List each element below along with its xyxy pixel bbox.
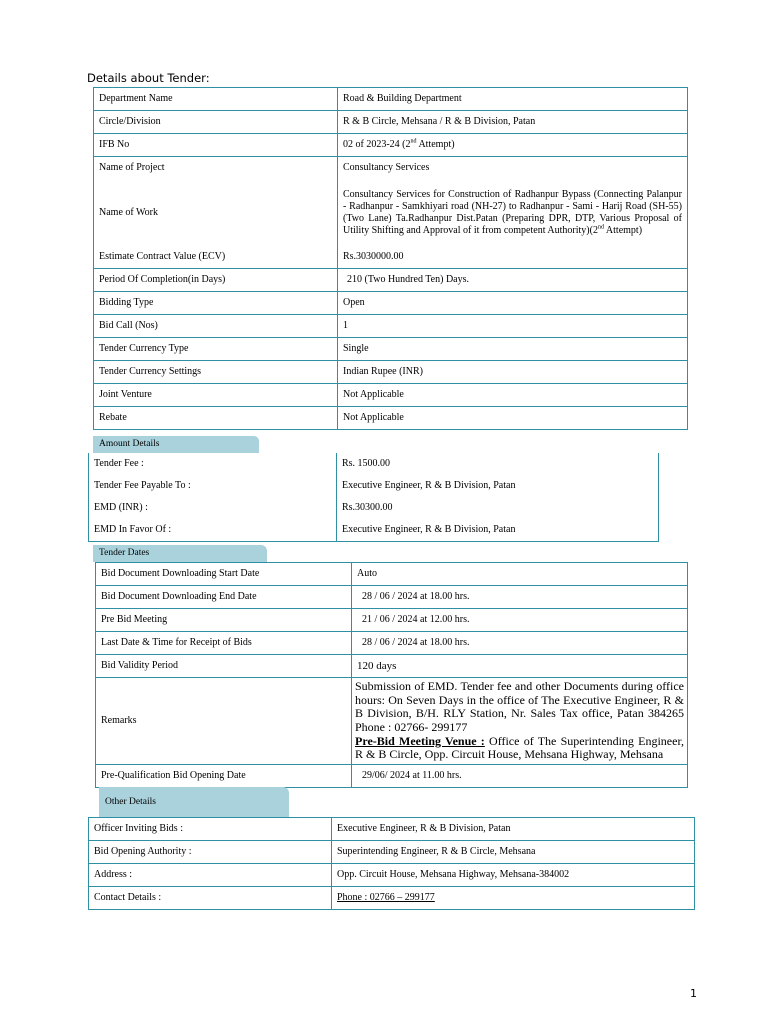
work-label: Name of Work bbox=[94, 180, 338, 247]
emd-label: EMD (INR) : bbox=[89, 497, 337, 519]
table-row bbox=[89, 453, 659, 475]
fee-value: Rs. 1500.00 bbox=[337, 453, 659, 475]
other-details-tab: Other Details bbox=[99, 787, 289, 817]
bidcall-label: Bid Call (Nos) bbox=[94, 315, 338, 338]
payable-label: Tender Fee Payable To : bbox=[89, 475, 337, 497]
tender-dates-table bbox=[95, 562, 688, 788]
authority-label: Bid Opening Authority : bbox=[89, 841, 332, 864]
jv-value: Not Applicable bbox=[338, 384, 688, 407]
table-row bbox=[96, 609, 688, 632]
remarks-label: Remarks bbox=[96, 678, 352, 765]
bidding-value: Open bbox=[338, 292, 688, 315]
table-row bbox=[96, 586, 688, 609]
preq-value: 29/06/ 2024 at 11.00 hrs. bbox=[352, 765, 688, 788]
work-value-tail: Attempt) bbox=[603, 224, 643, 236]
amount-details-table bbox=[88, 453, 659, 542]
ifb-value bbox=[338, 134, 688, 157]
circle-label: Circle/Division bbox=[94, 111, 338, 134]
receipt-value: 28 / 06 / 2024 at 18.00 hrs. bbox=[352, 632, 688, 655]
ecv-label: Estimate Contract Value (ECV) bbox=[94, 247, 338, 269]
table-row bbox=[96, 563, 688, 586]
table-row bbox=[94, 157, 688, 180]
venue-text: Office of The Superintending Engineer, R & B Circle, Opp. Circuit House, Mehsana Highway, Mehsana bbox=[355, 733, 684, 762]
table-row bbox=[94, 384, 688, 407]
ifb-value-main: 02 of 2023-24 (2 bbox=[343, 139, 411, 151]
table-row bbox=[94, 407, 688, 430]
payable-value: Executive Engineer, R & B Division, Patan bbox=[337, 475, 659, 497]
table-row bbox=[89, 475, 659, 497]
work-value-main: Consultancy Services for Construction of Radhanpur Bypass (Connecting Palanpur - Radhanpur - Samkhiyari road (NH-27) to Radhanpur - Sami - Harij Road (SH-55) (Two Lane) Ta.Radhanpur Dist.Patan (Preparing DPR, DTP, Various Proposal of Utility Shifting and Approval of it from competent Authority)(2 bbox=[343, 189, 682, 236]
table-row bbox=[96, 655, 688, 678]
table-row bbox=[89, 887, 695, 910]
validity-value: 120 days bbox=[352, 655, 688, 678]
currency-type-label: Tender Currency Type bbox=[94, 338, 338, 361]
page-heading: Details about Tender: bbox=[87, 71, 210, 85]
currency-settings-label: Tender Currency Settings bbox=[94, 361, 338, 384]
end-label: Bid Document Downloading End Date bbox=[96, 586, 352, 609]
bidding-label: Bidding Type bbox=[94, 292, 338, 315]
contact-label: Contact Details : bbox=[89, 887, 332, 910]
tender-details-table bbox=[93, 87, 688, 430]
ecv-value: Rs.3030000.00 bbox=[338, 247, 688, 269]
table-row bbox=[89, 818, 695, 841]
circle-value: R & B Circle, Mehsana / R & B Division, Patan bbox=[338, 111, 688, 134]
remarks-text: Submission of EMD. Tender fee and other Documents during office hours: On Seven Days in the office of The Executive Engineer, R & B Division, B/H. RLY Station, Nr. Sales Tax office, Patan 384265 Phone : 02766- 299177 bbox=[355, 679, 684, 734]
table-row bbox=[94, 134, 688, 157]
jv-label: Joint Venture bbox=[94, 384, 338, 407]
rebate-label: Rebate bbox=[94, 407, 338, 430]
tender-dates-tab: Tender Dates bbox=[93, 545, 267, 562]
project-value: Consultancy Services bbox=[338, 157, 688, 180]
bidcall-value: 1 bbox=[338, 315, 688, 338]
receipt-label: Last Date & Time for Receipt of Bids bbox=[96, 632, 352, 655]
table-row bbox=[94, 88, 688, 111]
validity-label: Bid Validity Period bbox=[96, 655, 352, 678]
table-row bbox=[94, 247, 688, 269]
preq-label: Pre-Qualification Bid Opening Date bbox=[96, 765, 352, 788]
table-row bbox=[96, 678, 688, 765]
ifb-value-sup: nd bbox=[410, 138, 417, 145]
table-row bbox=[89, 864, 695, 887]
work-value bbox=[338, 180, 688, 247]
address-label: Address : bbox=[89, 864, 332, 887]
project-label: Name of Project bbox=[94, 157, 338, 180]
table-row bbox=[89, 519, 659, 542]
table-row bbox=[94, 180, 688, 247]
amount-details-tab: Amount Details bbox=[93, 436, 259, 453]
table-row bbox=[94, 315, 688, 338]
department-label: Department Name bbox=[94, 88, 338, 111]
currency-settings-value: Indian Rupee (INR) bbox=[338, 361, 688, 384]
table-row bbox=[94, 361, 688, 384]
page-number: 1 bbox=[690, 987, 697, 1000]
emd-favor-label: EMD In Favor Of : bbox=[89, 519, 337, 542]
end-value: 28 / 06 / 2024 at 18.00 hrs. bbox=[352, 586, 688, 609]
work-value-sup: nd bbox=[597, 224, 604, 231]
table-row bbox=[89, 497, 659, 519]
period-value: 210 (Two Hundred Ten) Days. bbox=[338, 269, 688, 292]
venue-label: Pre-Bid Meeting Venue : bbox=[355, 733, 485, 748]
emd-favor-value: Executive Engineer, R & B Division, Patan bbox=[337, 519, 659, 542]
ifb-value-tail: Attempt) bbox=[416, 139, 455, 151]
ifb-label: IFB No bbox=[94, 134, 338, 157]
table-row bbox=[94, 292, 688, 315]
prebid-label: Pre Bid Meeting bbox=[96, 609, 352, 632]
period-label: Period Of Completion(in Days) bbox=[94, 269, 338, 292]
table-row bbox=[89, 841, 695, 864]
officer-value: Executive Engineer, R & B Division, Patan bbox=[332, 818, 695, 841]
table-row bbox=[94, 338, 688, 361]
rebate-value: Not Applicable bbox=[338, 407, 688, 430]
contact-value: Phone : 02766 – 299177 bbox=[332, 887, 695, 910]
start-label: Bid Document Downloading Start Date bbox=[96, 563, 352, 586]
emd-value: Rs.30300.00 bbox=[337, 497, 659, 519]
table-row bbox=[96, 632, 688, 655]
address-value: Opp. Circuit House, Mehsana Highway, Mehsana-384002 bbox=[332, 864, 695, 887]
currency-type-value: Single bbox=[338, 338, 688, 361]
table-row bbox=[96, 765, 688, 788]
department-value: Road & Building Department bbox=[338, 88, 688, 111]
table-row bbox=[94, 111, 688, 134]
start-value: Auto bbox=[352, 563, 688, 586]
table-row bbox=[94, 269, 688, 292]
officer-label: Officer Inviting Bids : bbox=[89, 818, 332, 841]
other-details-table bbox=[88, 817, 695, 910]
authority-value: Superintending Engineer, R & B Circle, Mehsana bbox=[332, 841, 695, 864]
prebid-value: 21 / 06 / 2024 at 12.00 hrs. bbox=[352, 609, 688, 632]
fee-label: Tender Fee : bbox=[89, 453, 337, 475]
remarks-value bbox=[352, 678, 688, 765]
